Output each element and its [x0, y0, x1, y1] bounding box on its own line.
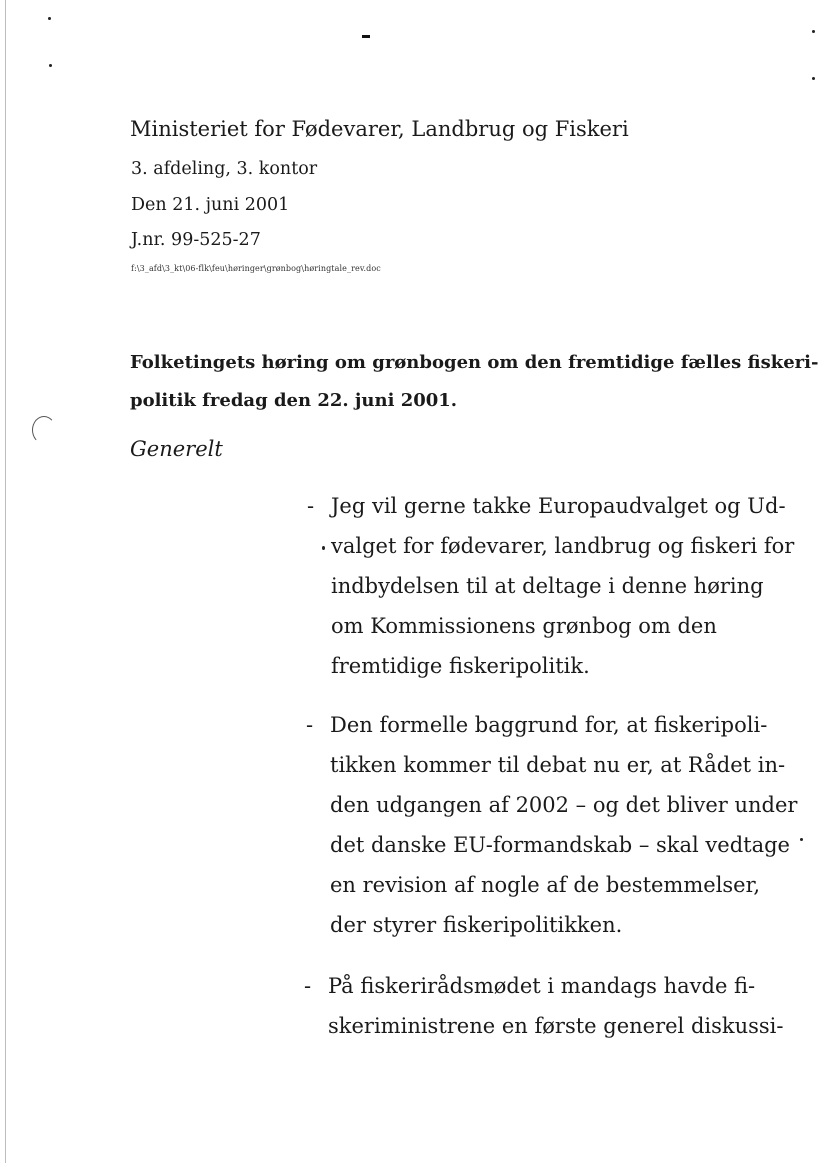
document-date: Den 21. juni 2001 — [131, 195, 290, 215]
punch-hole-mark — [32, 416, 56, 444]
bullet-line: der styrer fiskeripolitikken. — [330, 913, 623, 937]
bullet-item — [307, 486, 795, 686]
scan-speck — [49, 64, 52, 67]
bullet-line: Jeg vil gerne takke Europaudvalget og Ud- — [331, 494, 786, 518]
bullet-line: tikken kommer til debat nu er, at Rådet in- — [330, 753, 786, 777]
bullet-dash: - — [304, 974, 312, 998]
bullet-line: om Kommissionens grønbog om den — [331, 614, 717, 638]
scan-speck — [812, 77, 815, 80]
scan-left-edge — [5, 0, 6, 1163]
bullet-item — [306, 705, 798, 945]
bullet-line: På fiskerirådsmødet i mandags havde fi- — [328, 974, 756, 998]
scan-speck — [812, 30, 815, 33]
document-title — [130, 344, 818, 420]
bullet-line: den udgangen af 2002 – og det bliver under — [330, 793, 798, 817]
scan-speck — [322, 546, 325, 550]
ministry-name: Ministeriet for Fødevarer, Landbrug og Fiskeri — [130, 117, 629, 141]
file-path: f:\3_afd\3_kt\06-flk\feu\høringer\grønbog\høringtale_rev.doc — [131, 264, 381, 273]
scan-mark — [362, 35, 370, 38]
department: 3. afdeling, 3. kontor — [131, 159, 318, 179]
bullet-line: skeriministrene en første generel diskussi- — [328, 1014, 784, 1038]
bullet-line: en revision af nogle af de bestemmelser, — [330, 873, 761, 897]
bullet-item — [304, 966, 784, 1046]
bullet-line: fremtidige fiskeripolitik. — [331, 654, 590, 678]
journal-number: J.nr. 99-525-27 — [131, 230, 261, 250]
bullet-dash: - — [307, 494, 315, 518]
scan-speck — [800, 838, 803, 841]
bullet-line: det danske EU-formandskab – skal vedtage — [330, 833, 790, 857]
bullet-line: valget for fødevarer, landbrug og fiskeri for — [331, 534, 795, 558]
title-line: politik fredag den 22. juni 2001. — [130, 390, 458, 411]
scan-speck — [48, 17, 51, 20]
bullet-line: indbydelsen til at deltage i denne høring — [331, 574, 764, 598]
section-heading: Generelt — [130, 437, 223, 461]
bullet-line: Den formelle baggrund for, at fiskeripoli- — [330, 713, 768, 737]
title-line: Folketingets høring om grønbogen om den fremtidige fælles fiskeri- — [130, 352, 819, 373]
bullet-dash: - — [306, 713, 314, 737]
